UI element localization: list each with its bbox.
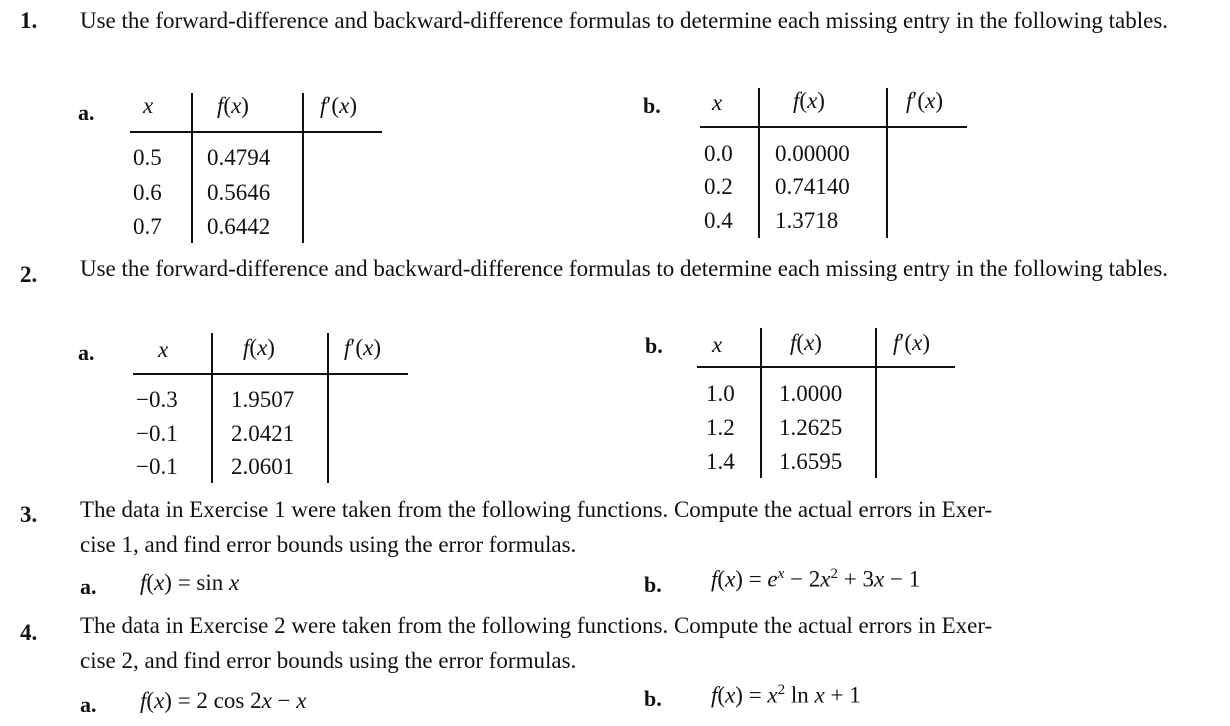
math-glyph: f — [217, 93, 224, 118]
exercise-2-number: 2. — [20, 262, 38, 287]
table-cell: 0.4 — [704, 208, 733, 233]
math-glyph: x — [339, 93, 350, 118]
math-glyph: x — [143, 93, 154, 118]
table-cell: 1.4 — [706, 449, 735, 474]
column-divider — [327, 333, 329, 483]
exercise-1b-label: b. — [643, 93, 661, 118]
math-glyph: ) — [814, 330, 822, 355]
math-glyph: ( — [917, 88, 926, 113]
exercise-3-line-2: cise 1, and find error bounds using the error formulas. — [80, 532, 577, 557]
column-divider — [760, 328, 762, 478]
table-cell: 0.5 — [133, 145, 162, 170]
math-glyph: f — [344, 335, 351, 360]
table-cell: 0.74140 — [775, 174, 850, 199]
column-divider — [191, 93, 193, 243]
exercise-4a-label: a. — [80, 692, 97, 717]
table-cell: 0.4794 — [207, 145, 271, 170]
exercise-4-line-2: cise 2, and find error bounds using the error formulas. — [80, 648, 577, 673]
math-glyph: ( — [904, 330, 913, 355]
math-glyph: ( — [249, 335, 258, 360]
table-cell: −0.1 — [136, 421, 178, 446]
math-glyph: x — [257, 335, 268, 360]
math-glyph: f — [243, 335, 250, 360]
math-glyph: ( — [799, 88, 808, 113]
exercise-1-number: 1. — [20, 8, 38, 33]
exercise-3-line-1: The data in Exercise 1 were taken from the following functions. Compute the actual errors in Exer- — [80, 497, 993, 522]
table-cell: 0.5646 — [207, 180, 271, 205]
header-x — [158, 337, 168, 363]
math-glyph: x — [231, 93, 242, 118]
header-fx — [790, 330, 822, 356]
math-glyph: ′ — [912, 88, 918, 113]
exercise-4a-function: f(x) = 2 cos 2x − x — [140, 688, 307, 713]
math-glyph: ′ — [326, 93, 332, 118]
math-glyph: x — [807, 88, 818, 113]
header-x — [712, 90, 722, 116]
header-rule — [697, 366, 955, 368]
math-glyph: ) — [935, 88, 943, 113]
header-fx — [243, 335, 275, 361]
exercise-2-text: Use the forward-difference and backward-difference formulas to determine each missing entry in the following tables. — [80, 256, 1169, 281]
table-cell: 1.9507 — [231, 387, 295, 412]
table-cell: 0.7 — [133, 214, 162, 239]
exercise-4b-function: $f(x) = x^2$ ln x + 1 — [711, 682, 861, 708]
header-fprime — [893, 330, 930, 356]
math-glyph: ′ — [899, 330, 905, 355]
table-cell: 1.2 — [706, 415, 735, 440]
math-glyph: ) — [373, 335, 381, 360]
math-glyph: x — [712, 332, 723, 357]
math-glyph: ( — [355, 335, 364, 360]
table-cell: −0.3 — [136, 387, 178, 412]
math-glyph: ) — [349, 93, 357, 118]
table-cell: 1.0000 — [779, 381, 843, 406]
header-fprime — [906, 88, 943, 114]
math-glyph: x — [712, 90, 723, 115]
table-cell: 2.0601 — [231, 454, 295, 479]
table-cell: 1.3718 — [775, 208, 839, 233]
header-x — [143, 93, 153, 119]
math-glyph: f — [793, 88, 800, 113]
table-cell: 0.6 — [133, 180, 162, 205]
math-glyph: f — [790, 330, 797, 355]
exercise-3b-function: $f(x) = e^x - 2x^2 + 3x - 1$ — [711, 566, 921, 592]
exercise-1-text: Use the forward-difference and backward-difference formulas to determine each missing entry in the following tables. — [80, 8, 1169, 33]
header-rule — [130, 131, 382, 133]
exercise-4-number: 4. — [20, 620, 38, 645]
math-glyph: ( — [223, 93, 232, 118]
exercise-2a-label: a. — [78, 340, 95, 365]
math-glyph: ) — [241, 93, 249, 118]
math-glyph: f — [893, 330, 900, 355]
exercise-1a-label: a. — [78, 100, 95, 125]
math-glyph: ) — [267, 335, 275, 360]
exercise-4-line-1: The data in Exercise 2 were taken from the following functions. Compute the actual errors in Exer- — [80, 613, 993, 638]
table-cell: −0.1 — [136, 454, 178, 479]
exercise-2b-label: b. — [645, 333, 663, 358]
column-divider — [211, 333, 213, 483]
math-glyph: ′ — [350, 335, 356, 360]
func-3a-rhs — [0, 0, 1, 1]
table-cell: 1.0 — [706, 381, 735, 406]
table-cell: 0.00000 — [775, 141, 850, 166]
column-divider — [886, 88, 888, 238]
table-cell: 1.2625 — [779, 415, 843, 440]
header-fprime — [320, 93, 357, 119]
exercise-3b-label: b. — [644, 572, 662, 597]
exercise-4b-label: b. — [644, 686, 662, 711]
exercise-3-number: 3. — [20, 502, 38, 527]
math-glyph: f — [906, 88, 913, 113]
math-glyph: x — [925, 88, 936, 113]
math-glyph: ( — [331, 93, 340, 118]
table-cell: 1.6595 — [779, 449, 843, 474]
header-fprime — [344, 335, 381, 361]
table-cell: 0.6442 — [207, 214, 271, 239]
math-glyph: x — [363, 335, 374, 360]
header-x — [712, 332, 722, 358]
math-glyph: ) — [817, 88, 825, 113]
table-cell: 0.2 — [704, 174, 733, 199]
math-glyph: x — [804, 330, 815, 355]
exercise-3a-label: a. — [80, 574, 97, 599]
header-rule — [133, 373, 408, 375]
column-divider — [758, 88, 760, 238]
exercise-3a-function: f(x) = sin x — [140, 570, 240, 595]
header-fx — [793, 88, 825, 114]
header-fx — [217, 93, 249, 119]
math-glyph: ( — [796, 330, 805, 355]
math-glyph: ) — [922, 330, 930, 355]
column-divider — [302, 93, 304, 243]
header-rule — [700, 126, 967, 128]
math-glyph: f — [320, 93, 327, 118]
table-cell: 2.0421 — [231, 421, 295, 446]
table-cell: 0.0 — [704, 141, 733, 166]
column-divider — [875, 328, 877, 478]
math-glyph: x — [912, 330, 923, 355]
math-glyph: x — [158, 337, 169, 362]
